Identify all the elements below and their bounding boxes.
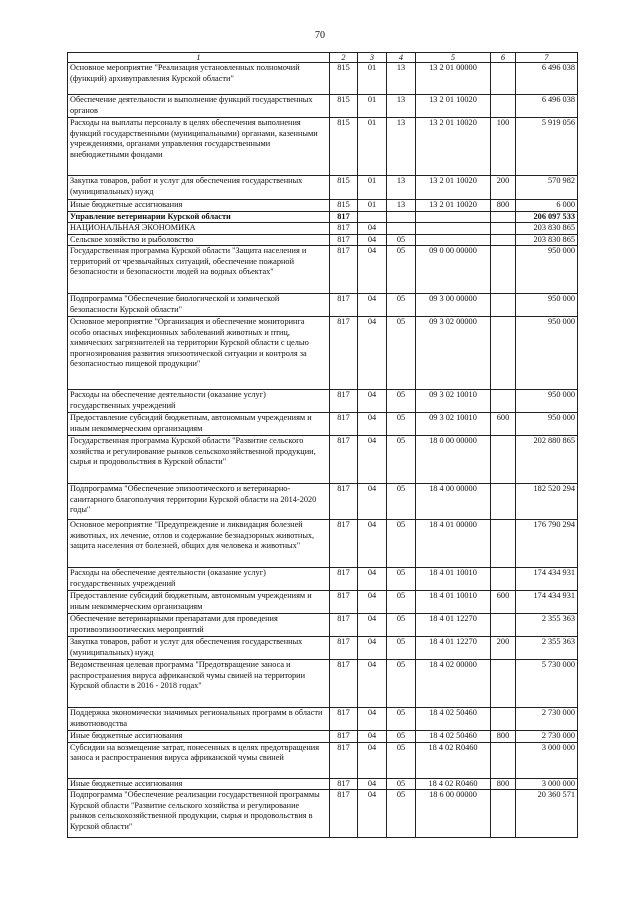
row-subsection-cell: 13	[387, 95, 416, 118]
row-name-cell: Расходы на выплаты персоналу в целях обеспечения выполнения функций государственными (муниципальными) органами, казенными учреждениями, органами управления государственными внебюджетными фондами	[68, 118, 330, 176]
row-subsection-cell: 05	[387, 660, 416, 708]
row-section-cell: 04	[358, 294, 387, 317]
row-subsection-cell: 05	[387, 413, 416, 436]
row-name-cell: Обеспечение ветеринарными препаратами для проведения противоэпизоотических мероприятий	[68, 614, 330, 637]
row-expense-type-cell: 200	[491, 176, 516, 200]
row-section-cell: 04	[358, 568, 387, 591]
header-cell-6: 6	[491, 53, 516, 63]
row-name-cell: Закупка товаров, работ и услуг для обеспечения государственных (муниципальных) нужд	[68, 637, 330, 660]
row-amount-cell: 203 830 865	[516, 223, 578, 235]
table-row	[68, 118, 578, 176]
row-target-article-cell: 13 2 01 10020	[416, 95, 491, 118]
row-section-cell: 04	[358, 484, 387, 520]
row-admin-code-cell: 815	[330, 63, 358, 95]
row-target-article-cell: 18 4 02 50460	[416, 708, 491, 731]
row-expense-type-cell	[491, 234, 516, 246]
row-name-cell: Иные бюджетные ассигнования	[68, 731, 330, 743]
table-row	[68, 708, 578, 731]
row-subsection-cell: 13	[387, 63, 416, 95]
row-admin-code-cell: 817	[330, 591, 358, 614]
row-admin-code-cell: 817	[330, 234, 358, 246]
row-amount-cell: 5 919 056	[516, 118, 578, 176]
row-expense-type-cell: 200	[491, 637, 516, 660]
row-expense-type-cell	[491, 390, 516, 413]
row-target-article-cell: 13 2 01 10020	[416, 118, 491, 176]
row-expense-type-cell	[491, 790, 516, 838]
row-name-cell: Иные бюджетные ассигнования	[68, 200, 330, 212]
row-subsection-cell: 05	[387, 731, 416, 743]
budget-table-body	[68, 53, 578, 838]
row-admin-code-cell: 817	[330, 660, 358, 708]
row-target-article-cell: 13 2 01 10020	[416, 200, 491, 212]
row-target-article-cell: 09 3 00 00000	[416, 294, 491, 317]
header-cell-7: 7	[516, 53, 578, 63]
row-name-cell: Подпрограмма "Обеспечение биологической и химической безопасности Курской области"	[68, 294, 330, 317]
row-amount-cell: 2 730 000	[516, 731, 578, 743]
row-section-cell	[358, 211, 387, 223]
row-admin-code-cell: 817	[330, 317, 358, 390]
row-section-cell: 04	[358, 708, 387, 731]
row-expense-type-cell	[491, 246, 516, 294]
row-target-article-cell: 18 4 01 12270	[416, 637, 491, 660]
row-section-cell: 01	[358, 176, 387, 200]
row-name-cell: Обеспечение деятельности и выполнение функций государственных органов	[68, 95, 330, 118]
row-target-article-cell: 18 4 01 10010	[416, 591, 491, 614]
row-admin-code-cell: 817	[330, 790, 358, 838]
row-admin-code-cell: 817	[330, 294, 358, 317]
row-admin-code-cell: 817	[330, 520, 358, 568]
row-expense-type-cell	[491, 436, 516, 484]
table-row	[68, 200, 578, 212]
row-target-article-cell: 18 4 02 R0460	[416, 778, 491, 790]
row-amount-cell: 202 880 865	[516, 436, 578, 484]
row-expense-type-cell	[491, 223, 516, 235]
row-name-cell: Расходы на обеспечение деятельности (оказание услуг) государственных учреждений	[68, 390, 330, 413]
row-target-article-cell: 18 4 02 R0460	[416, 742, 491, 778]
row-expense-type-cell	[491, 294, 516, 317]
row-name-cell: Основное мероприятие "Предупреждение и ликвидация болезней животных, их лечение, отлов и содержание безнадзорных животных, защита населения от болезней, общих для человека и животных"	[68, 520, 330, 568]
table-row	[68, 614, 578, 637]
row-admin-code-cell: 815	[330, 176, 358, 200]
row-admin-code-cell: 815	[330, 118, 358, 176]
row-subsection-cell: 13	[387, 176, 416, 200]
row-expense-type-cell	[491, 742, 516, 778]
row-expense-type-cell	[491, 95, 516, 118]
row-admin-code-cell: 817	[330, 436, 358, 484]
row-admin-code-cell: 817	[330, 637, 358, 660]
row-amount-cell: 5 730 000	[516, 660, 578, 708]
row-section-cell: 04	[358, 234, 387, 246]
row-expense-type-cell	[491, 614, 516, 637]
row-subsection-cell: 05	[387, 317, 416, 390]
row-amount-cell: 2 355 363	[516, 637, 578, 660]
row-amount-cell: 174 434 931	[516, 591, 578, 614]
row-amount-cell: 950 000	[516, 246, 578, 294]
row-section-cell: 04	[358, 390, 387, 413]
row-section-cell: 04	[358, 637, 387, 660]
row-section-cell: 04	[358, 223, 387, 235]
header-cell-3: 3	[358, 53, 387, 63]
row-section-cell: 04	[358, 436, 387, 484]
row-admin-code-cell: 817	[330, 614, 358, 637]
row-amount-cell: 3 000 000	[516, 742, 578, 778]
row-subsection-cell: 05	[387, 246, 416, 294]
row-amount-cell: 3 000 000	[516, 778, 578, 790]
row-expense-type-cell	[491, 568, 516, 591]
row-section-cell: 01	[358, 63, 387, 95]
row-section-cell: 04	[358, 413, 387, 436]
table-row	[68, 484, 578, 520]
row-expense-type-cell: 800	[491, 731, 516, 743]
row-section-cell: 01	[358, 118, 387, 176]
table-row	[68, 246, 578, 294]
budget-table	[67, 52, 578, 838]
row-name-cell: Подпрограмма "Обеспечение эпизоотического и ветеринарно-санитарного благополучия территории Курской области на 2014-2020 годы"	[68, 484, 330, 520]
table-header-row	[68, 53, 578, 63]
page-number: 70	[315, 30, 325, 41]
row-target-article-cell: 18 0 00 00000	[416, 436, 491, 484]
row-name-cell: НАЦИОНАЛЬНАЯ ЭКОНОМИКА	[68, 223, 330, 235]
row-admin-code-cell: 817	[330, 568, 358, 591]
row-name-cell: Сельское хозяйство и рыболовство	[68, 234, 330, 246]
row-admin-code-cell: 817	[330, 223, 358, 235]
row-section-cell: 04	[358, 317, 387, 390]
row-subsection-cell: 05	[387, 520, 416, 568]
row-target-article-cell	[416, 234, 491, 246]
row-subsection-cell: 05	[387, 294, 416, 317]
row-admin-code-cell: 817	[330, 246, 358, 294]
row-target-article-cell: 13 2 01 00000	[416, 63, 491, 95]
row-target-article-cell: 13 2 01 10020	[416, 176, 491, 200]
row-name-cell: Подпрограмма "Обеспечение реализации государственной программы Курской области "Развитие сельского хозяйства и регулирование рынков сельскохозяйственной продукции, сырья и продовольствия в Курской области"	[68, 790, 330, 838]
row-subsection-cell: 05	[387, 436, 416, 484]
row-subsection-cell: 13	[387, 200, 416, 212]
row-target-article-cell: 18 4 01 12270	[416, 614, 491, 637]
row-target-article-cell	[416, 223, 491, 235]
row-expense-type-cell: 100	[491, 118, 516, 176]
row-name-cell: Поддержка экономически значимых региональных программ в области животноводства	[68, 708, 330, 731]
row-amount-cell: 6 496 038	[516, 63, 578, 95]
row-amount-cell: 6 000	[516, 200, 578, 212]
row-expense-type-cell	[491, 520, 516, 568]
row-admin-code-cell: 815	[330, 200, 358, 212]
table-row	[68, 211, 578, 223]
row-name-cell: Иные бюджетные ассигнования	[68, 778, 330, 790]
row-amount-cell: 570 982	[516, 176, 578, 200]
table-row	[68, 591, 578, 614]
table-row	[68, 778, 578, 790]
row-subsection-cell: 05	[387, 778, 416, 790]
row-admin-code-cell: 817	[330, 731, 358, 743]
row-subsection-cell: 05	[387, 637, 416, 660]
table-row	[68, 637, 578, 660]
table-row	[68, 660, 578, 708]
row-name-cell: Государственная программа Курской области "Развитие сельского хозяйства и регулирование рынков сельскохозяйственной продукции, сырья и продовольствия в Курской области"	[68, 436, 330, 484]
row-admin-code-cell: 817	[330, 390, 358, 413]
table-row	[68, 790, 578, 838]
row-amount-cell: 206 097 533	[516, 211, 578, 223]
row-expense-type-cell	[491, 211, 516, 223]
row-amount-cell: 950 000	[516, 390, 578, 413]
row-target-article-cell: 18 4 02 50460	[416, 731, 491, 743]
row-name-cell: Государственная программа Курской области "Защита населения и территорий от чрезвычайных ситуаций, обеспечение пожарной безопасности и безопасности людей на водных объектах"	[68, 246, 330, 294]
table-row	[68, 294, 578, 317]
row-section-cell: 04	[358, 246, 387, 294]
table-row	[68, 317, 578, 390]
row-amount-cell: 2 730 000	[516, 708, 578, 731]
row-admin-code-cell: 817	[330, 413, 358, 436]
table-row	[68, 223, 578, 235]
row-subsection-cell	[387, 223, 416, 235]
row-amount-cell: 20 360 571	[516, 790, 578, 838]
row-amount-cell: 176 790 294	[516, 520, 578, 568]
row-section-cell: 04	[358, 790, 387, 838]
row-name-cell: Основное мероприятие "Организация и обеспечение мониторинга особо опасных инфекционных заболеваний животных и птиц, химических загрязнителей на территории Курской области с целью прогнозирования развития эпизоотической ситуации и контроля за безопасностью пищевой продукции"	[68, 317, 330, 390]
row-name-cell: Управление ветеринарии Курской области	[68, 211, 330, 223]
row-name-cell: Субсидии на возмещение затрат, понесенных в целях предотвращения заноса и распространения вируса африканской чумы свиней	[68, 742, 330, 778]
row-subsection-cell: 05	[387, 234, 416, 246]
row-subsection-cell: 05	[387, 568, 416, 591]
row-subsection-cell: 05	[387, 614, 416, 637]
row-target-article-cell: 09 0 00 00000	[416, 246, 491, 294]
row-admin-code-cell: 817	[330, 778, 358, 790]
row-expense-type-cell	[491, 660, 516, 708]
header-cell-4: 4	[387, 53, 416, 63]
row-amount-cell: 950 000	[516, 294, 578, 317]
row-amount-cell: 950 000	[516, 413, 578, 436]
row-admin-code-cell: 817	[330, 742, 358, 778]
row-subsection-cell: 05	[387, 591, 416, 614]
table-row	[68, 176, 578, 200]
table-row	[68, 520, 578, 568]
row-target-article-cell: 18 4 01 10010	[416, 568, 491, 591]
row-target-article-cell: 09 3 02 10010	[416, 413, 491, 436]
row-expense-type-cell: 800	[491, 200, 516, 212]
row-name-cell: Предоставление субсидий бюджетным, автономным учреждениям и иным некоммерческим организациям	[68, 591, 330, 614]
table-row	[68, 390, 578, 413]
row-subsection-cell: 05	[387, 484, 416, 520]
table-row	[68, 568, 578, 591]
row-section-cell: 04	[358, 520, 387, 568]
row-section-cell: 01	[358, 200, 387, 212]
row-target-article-cell: 18 6 00 00000	[416, 790, 491, 838]
row-target-article-cell: 09 3 02 00000	[416, 317, 491, 390]
row-name-cell: Ведомственная целевая программа "Предотвращение заноса и распространения вируса африканской чумы свиней на территории Курской области в 2016 - 2018 годах"	[68, 660, 330, 708]
table-row	[68, 234, 578, 246]
row-amount-cell: 203 830 865	[516, 234, 578, 246]
header-cell-5: 5	[416, 53, 491, 63]
row-subsection-cell: 05	[387, 742, 416, 778]
row-subsection-cell: 13	[387, 118, 416, 176]
header-cell-2: 2	[330, 53, 358, 63]
row-section-cell: 04	[358, 731, 387, 743]
row-section-cell: 04	[358, 742, 387, 778]
table-row	[68, 413, 578, 436]
row-expense-type-cell	[491, 708, 516, 731]
row-admin-code-cell: 817	[330, 211, 358, 223]
row-expense-type-cell	[491, 484, 516, 520]
row-expense-type-cell: 800	[491, 778, 516, 790]
row-target-article-cell: 18 4 02 00000	[416, 660, 491, 708]
row-target-article-cell: 18 4 01 00000	[416, 520, 491, 568]
row-amount-cell: 2 355 363	[516, 614, 578, 637]
table-row	[68, 742, 578, 778]
row-target-article-cell	[416, 211, 491, 223]
row-subsection-cell: 05	[387, 390, 416, 413]
table-row	[68, 436, 578, 484]
row-name-cell: Предоставление субсидий бюджетным, автономным учреждениям и иным некоммерческим организациям	[68, 413, 330, 436]
row-section-cell: 04	[358, 591, 387, 614]
table-row	[68, 95, 578, 118]
row-target-article-cell: 18 4 00 00000	[416, 484, 491, 520]
row-amount-cell: 950 000	[516, 317, 578, 390]
row-expense-type-cell	[491, 317, 516, 390]
row-expense-type-cell: 600	[491, 413, 516, 436]
row-subsection-cell: 05	[387, 790, 416, 838]
row-section-cell: 04	[358, 778, 387, 790]
row-name-cell: Расходы на обеспечение деятельности (оказание услуг) государственных учреждений	[68, 568, 330, 591]
row-admin-code-cell: 817	[330, 708, 358, 731]
row-expense-type-cell: 600	[491, 591, 516, 614]
row-expense-type-cell	[491, 63, 516, 95]
row-subsection-cell: 05	[387, 708, 416, 731]
table-row	[68, 731, 578, 743]
row-amount-cell: 6 496 038	[516, 95, 578, 118]
row-amount-cell: 182 520 294	[516, 484, 578, 520]
row-section-cell: 01	[358, 95, 387, 118]
row-section-cell: 04	[358, 660, 387, 708]
row-subsection-cell	[387, 211, 416, 223]
row-name-cell: Основное мероприятие "Реализация установленных полномочий (функций) архивуправления Курской области"	[68, 63, 330, 95]
row-amount-cell: 174 434 931	[516, 568, 578, 591]
row-target-article-cell: 09 3 02 10010	[416, 390, 491, 413]
row-name-cell: Закупка товаров, работ и услуг для обеспечения государственных (муниципальных) нужд	[68, 176, 330, 200]
row-section-cell: 04	[358, 614, 387, 637]
table-row	[68, 63, 578, 95]
row-admin-code-cell: 817	[330, 484, 358, 520]
row-admin-code-cell: 815	[330, 95, 358, 118]
header-cell-1: 1	[68, 53, 330, 63]
